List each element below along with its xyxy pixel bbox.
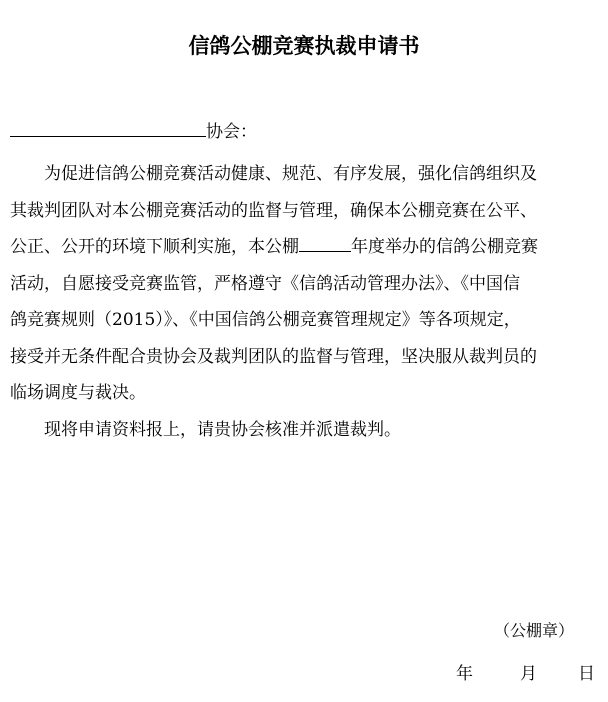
paragraph-line: 临场调度与裁决。 xyxy=(10,383,146,403)
paragraph-line xyxy=(10,229,600,266)
document-title: 信鸽公棚竞赛执裁申请书 xyxy=(188,34,420,58)
addressee-line xyxy=(10,118,257,144)
seal-label: （公棚章） xyxy=(494,621,575,640)
paragraph-line: 其裁判团队对本公棚竞赛活动的监督与管理，确保本公棚竞赛在公平、 xyxy=(10,200,537,221)
addressee-suffix: 协会： xyxy=(206,122,257,142)
year-blank[interactable] xyxy=(299,235,351,252)
date-year-label: 年 xyxy=(456,664,473,684)
paragraph-line: 为促进信鸽公棚竞赛活动健康、规范、有序发展，强化信鸽组织及 xyxy=(44,164,537,184)
association-name-blank[interactable] xyxy=(10,118,206,137)
line-text: 年度举办的信鸽公棚竞赛 xyxy=(351,237,538,257)
date-day-label: 日 xyxy=(578,664,595,684)
date-month-label: 月 xyxy=(520,664,537,684)
date-line xyxy=(0,659,608,683)
body-text xyxy=(10,156,600,448)
line-text: 公正、公开的环境下顺利实施，本公棚 xyxy=(10,237,299,257)
paragraph-2: 现将申请资料报上，请贵协会核准并派遣裁判。 xyxy=(44,419,401,440)
paragraph-line: 鸽竞赛规则（2015）》、《中国信鸽公棚竞赛管理规定》等各项规定， xyxy=(10,310,521,330)
paragraph-line: 活动，自愿接受竞赛监管，严格遵守《信鸽活动管理办法》、《中国信 xyxy=(10,273,520,294)
paragraph-line: 接受并无条件配合贵协会及裁判团队的监督与管理，坚决服从裁判员的 xyxy=(10,346,537,367)
